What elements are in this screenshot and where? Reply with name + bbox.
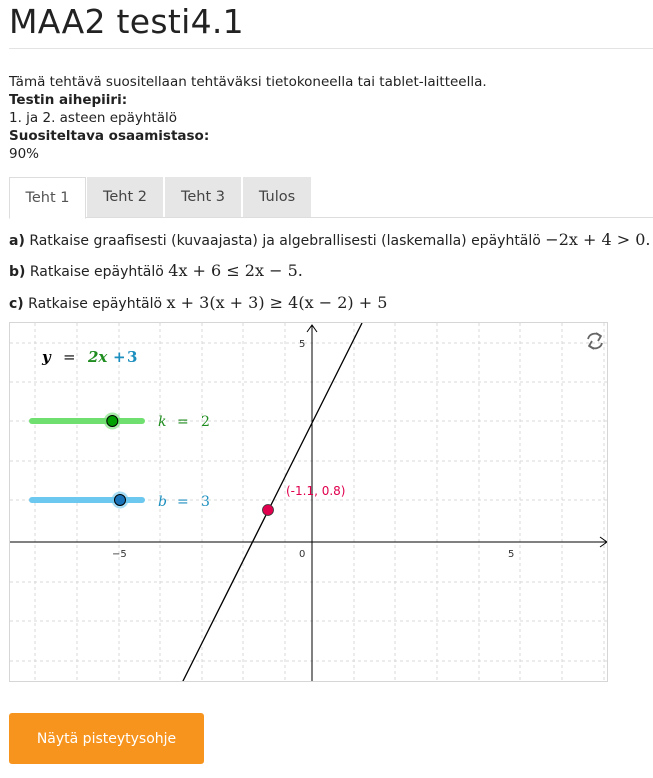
task-tabs [9,177,653,218]
show-scoring-guide-button[interactable]: Näytä pisteytysohje [9,713,204,764]
tab-teht-1[interactable]: Teht 1 [9,177,86,219]
tab-teht-2[interactable]: Teht 2 [87,177,163,218]
test-info [9,73,487,163]
tab-teht-3[interactable]: Teht 3 [165,177,241,218]
refresh-icon[interactable] [588,333,602,349]
x-tick-5: 5 [508,549,515,560]
question-c [9,293,387,312]
slider-k-name: k [158,414,167,430]
axes [10,325,607,682]
question-c-math: x + 3(x + 3) ≥ 4(x − 2) + 5 [166,293,388,312]
question-c-text: Ratkaise epäyhtälö [28,296,163,312]
slider-k[interactable] [32,413,210,431]
question-a [9,230,651,249]
slider-b-knob[interactable] [115,495,126,506]
intersection-point[interactable] [263,505,274,516]
question-a-math: −2x + 4 > 0. [545,230,651,249]
level-value: 90% [9,146,40,162]
question-a-label: a) [9,233,25,249]
slider-b-equals: = [177,494,189,510]
x-tick-minus5: −5 [112,549,127,560]
question-c-label: c) [9,296,24,312]
geogebra-graph[interactable] [9,322,608,682]
topic-label: Testin aihepiiri: [9,92,128,108]
question-b-label: b) [9,264,26,280]
slider-b[interactable] [32,492,210,511]
y-tick-5: 5 [299,339,306,350]
slider-b-value: 3 [201,494,210,510]
title-divider [9,48,653,49]
equation-equals: = [63,348,76,366]
tab-tulos[interactable]: Tulos [243,177,311,218]
slider-k-equals: = [177,414,189,430]
page-title: MAA2 testi4.1 [9,2,244,41]
equation-label [41,348,137,366]
equation-plus: + [113,348,126,366]
question-b-math: 4x + 6 ≤ 2x − 5. [168,261,303,280]
equation-k-term: 2x [88,348,108,366]
equation-y: y [42,348,51,366]
x-tick-0: 0 [299,549,306,560]
question-b [9,261,303,280]
slider-k-knob[interactable] [107,416,118,427]
slider-b-name: b [158,494,167,510]
equation-b-term: 3 [127,348,138,366]
level-label: Suositeltava osaamistaso: [9,128,210,144]
recommendation-text: Tämä tehtävä suositellaan tehtäväksi tietokoneella tai tablet-laitteella. [9,74,487,90]
slider-k-value: 2 [201,414,210,430]
question-a-text: Ratkaise graafisesti (kuvaajasta) ja algebrallisesti (laskemalla) epäyhtälö [29,233,541,249]
graph-canvas[interactable] [10,323,608,682]
question-b-text: Ratkaise epäyhtälö [29,264,164,280]
topic-value: 1. ja 2. asteen epäyhtälö [9,110,177,126]
tabs-divider [9,217,653,218]
intersection-point-label: (-1.1, 0.8) [286,484,346,498]
